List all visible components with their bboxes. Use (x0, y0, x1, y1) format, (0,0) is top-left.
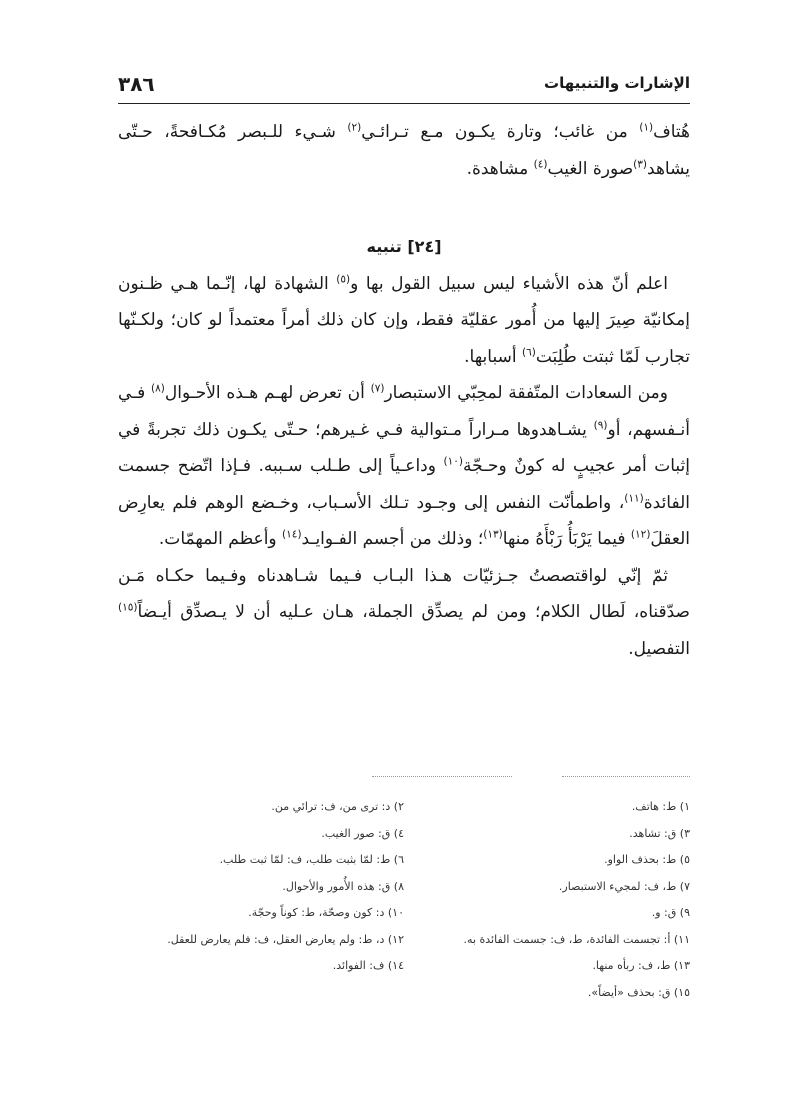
footnote-row (118, 927, 690, 954)
footnote-ref[interactable]: (١٣) (483, 528, 503, 541)
footnote: ٣) ق: تشاهد. (629, 826, 690, 840)
footnote-row (118, 821, 690, 848)
footnote: ١٣) ط، ف: ربأه منها. (592, 959, 690, 972)
footnote-ref[interactable]: (٦) (521, 345, 536, 358)
footnote-row (118, 980, 690, 1007)
footnote-divider (372, 776, 512, 777)
footnote-ref[interactable]: (١٠) (443, 455, 463, 468)
footnote: ٦) ط: لمّا بثبت طلب، ف: لمّا ثبت طلب. (219, 853, 404, 866)
footnote-ref[interactable]: (١) (639, 121, 654, 134)
footnote-divider (562, 776, 690, 777)
footnote-ref[interactable]: (٢) (347, 121, 362, 134)
footnote-ref[interactable]: (١٤) (282, 528, 302, 541)
footnote: ٧) ط، ف: لمجيء الاستبصار. (558, 879, 690, 893)
footnote: ٥) ط: بحذف الواو. (604, 853, 690, 866)
paragraph: ثمّ إنّي لواقتصصتُ جـزئيّات هـذا البـاب فـيما شـاهدناه وفـيما حكـاه مَـن صدّقناه، لَطال الكلام؛ ومن لم يصدِّق الجملة، هـان عـليه أن لا يـصدِّق أيـضاً$^{(١٥)}$ التفصيل. (118, 565, 690, 659)
section-gap (118, 187, 690, 229)
footnote-ref[interactable]: (١٢) (630, 528, 651, 541)
footnote: ١٤) ف: الفوائد. (332, 959, 404, 972)
footnote-ref[interactable]: (٥) (336, 272, 351, 285)
footnote-row (118, 874, 690, 901)
footnote-ref[interactable]: (١١) (624, 491, 644, 504)
header-rule (118, 103, 690, 104)
footnote: ٤) ق: صور الغيب. (321, 826, 404, 840)
footnote-row (118, 953, 690, 980)
footnote: ١٥) ق: بحذف «أيضاً». (587, 985, 690, 999)
page-header (118, 70, 690, 100)
page-number: ٣٨٦ (118, 72, 155, 96)
footnote-ref[interactable]: (٩) (593, 418, 608, 431)
footnote: ١٢) د، ط: ولم يعارض العقل، ف: فلم يعارض للعقل. (167, 932, 404, 946)
paragraph: ومن السعادات المتّفقة لمحِبّي الاستبصار$^{(٧)}$ أن تعرض لهـم هـذه الأحـوال$^{(٨)}$ فـي أنـفسهم، أو$^{(٩)}$ يشـاهدوها مـراراً مـتوالية فـي غـيرهم؛ حـتّى يكـون ذلك تجربةً في إثبات أمر عجيبٍ له كونٌ وحـجّة$^{(١٠)}$ وداعـياً إلى طـلب سـببه. فـإذا اتّضح جسمت الفائدة$^{(١١)}$، واطمأنّت النفس إلى وجـود تـلك الأسـباب، وخـضع الوهم فلم يعارِض العقلَ$^{(١٢)}$ فيما يَرْبَأُ رَبْأَهُ منها$^{(١٣)}$؛ وذلك من أجسم الفـوايـد$^{(١٤)}$ وأعظم المهمّات. (118, 382, 690, 549)
footnote: ١٠) د: كون وصحّة، ط: كوناً وحجّة. (248, 906, 404, 919)
paragraph-continuation: هُتاف$^{(١)}$ من غائب؛ وتارة يكـون مـع تـرائـي$^{(٢)}$ شـيء للـبصر مُكـافحةً، حـتّى يشاهد$^{(٣)}$صورة الغيب$^{(٤)}$ مشاهدة. (118, 121, 690, 179)
footnote: ١١) أ: تجسمت الفائدة، ط، ف: جسمت الفائدة به. (463, 932, 690, 946)
footnote-ref[interactable]: (٤) (533, 157, 548, 170)
footnotes (118, 794, 690, 1006)
main-text (118, 114, 690, 667)
footnote: ٩) ق: و. (651, 906, 690, 919)
footnote: ٢) د: ترى من، ف: ترائي من. (271, 800, 404, 813)
section-heading: [٢٤] تنبيه (366, 237, 442, 256)
footnote-row (118, 900, 690, 927)
footnote: ٨) ق: هذه الأُمور والأحوال. (282, 879, 404, 893)
footnote-ref[interactable]: (٧) (370, 382, 385, 395)
paragraph: اعلم أنّ هذه الأشياء ليس سبيل القول بها و$^{(٥)}$ الشهادة لها، إنّـما هـي ظـنون إمكانيّة صِيرَ إليها من أُمور عقليّة فقط، وإن كان ذلك أمراً معتمداً لو كان؛ ولكـنّها تجارب لَمّا ثبتت طُلِبَت$^{(٦)}$ أسبابها. (118, 272, 690, 367)
footnote-row (118, 847, 690, 874)
footnote: ١) ط: هاتف. (631, 800, 690, 813)
footnote-ref[interactable]: (٨) (151, 382, 165, 395)
footnote-ref[interactable]: (١٥) (118, 601, 138, 614)
footnote-ref[interactable]: (٣) (633, 157, 648, 170)
running-title: الإشارات والتنبيهات (544, 74, 690, 92)
footnote-row (118, 794, 690, 821)
